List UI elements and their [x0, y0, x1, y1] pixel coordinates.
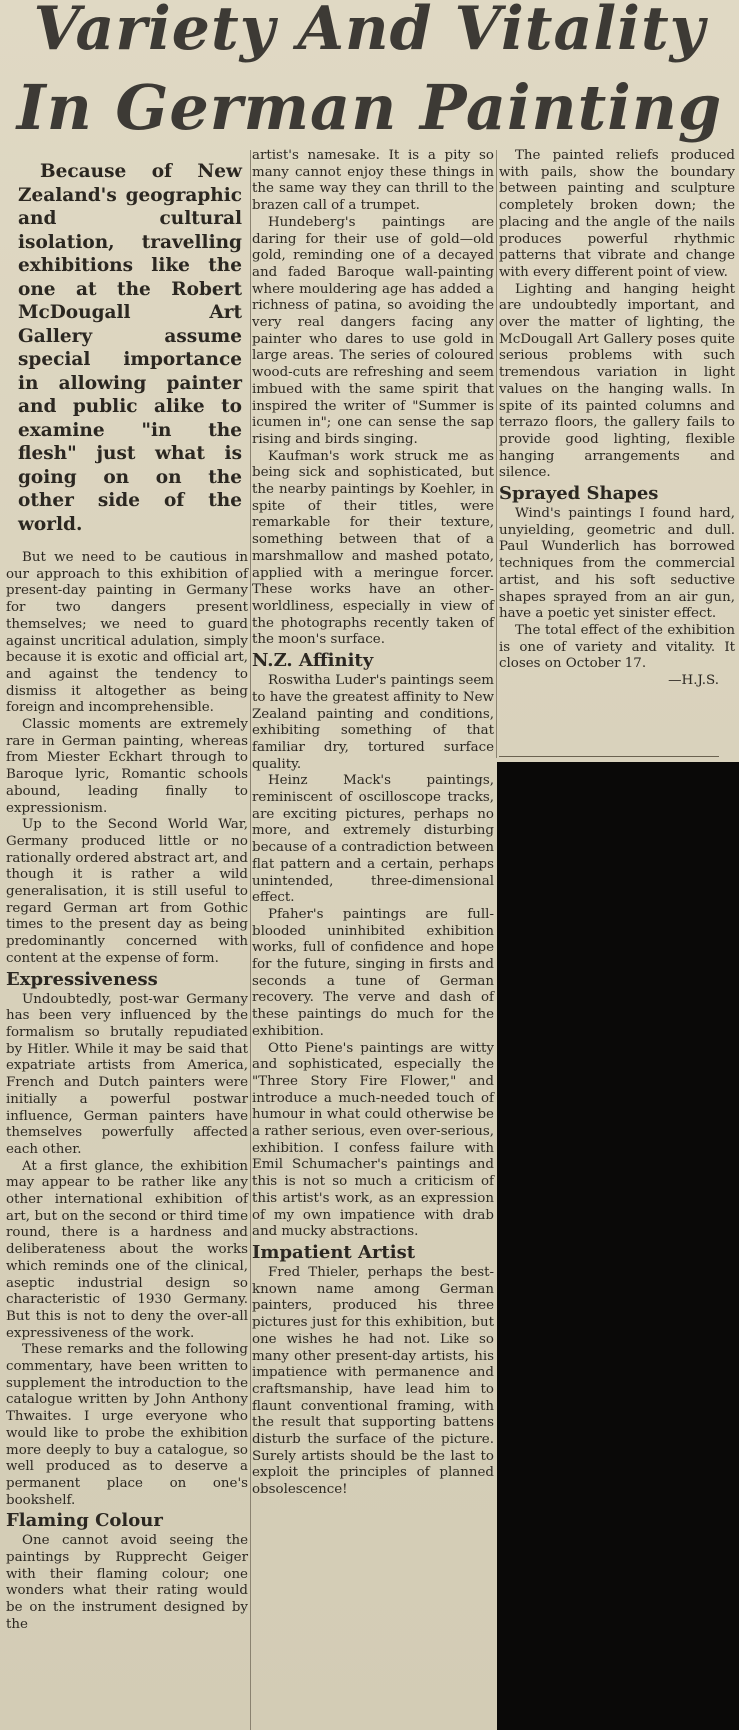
paragraph: One cannot avoid seeing the paintings by Rupprecht Geiger with their flaming colour; one wonders what their rating would be on the instrument designed by the — [6, 1533, 248, 1632]
divider — [499, 756, 719, 757]
paragraph: Hundeberg's paintings are daring for their use of gold—old gold, reminding one of a decayed and faded Baroque wall-painting where mouldering age has added a richness of patina, so avoiding the very real dangers facing any painter who dares to use gold in large areas. The series of coloured wood-cuts are refreshing and seem imbued with the same spirit that inspired the writer of "Summer is icumen in"; one can sense the sap rising and birds singing. — [252, 214, 494, 447]
headline-line-1: Variety And Vitality — [33, 0, 706, 64]
paragraph: Classic moments are extremely rare in German painting, whereas from Miester Eckhart through to Baroque lyric, Romantic schools abound, leading finally to expressionism. — [6, 717, 248, 816]
subheading: Flaming Colour — [6, 1510, 163, 1532]
paragraph: Roswitha Luder's paintings seem to have the greatest affinity to New Zealand painting and conditions, exhibiting something of that familiar dry, tortured surface quality. — [252, 673, 494, 772]
subheading: N.Z. Affinity — [252, 650, 374, 672]
column-1 — [6, 160, 248, 1634]
subheading: Expressiveness — [6, 968, 158, 990]
paragraph: But we need to be cautious in our approach to this exhibition of present-day painting in Germany for two dangers present themselves; we need to guard against uncritical adulation, simply because it is exotic and official art, and against the tendency to dismiss it altogether as being foreign and incomprehensible. — [6, 550, 248, 716]
column-divider — [250, 150, 251, 1730]
paragraph: Lighting and hanging height are undoubtedly important, and over the matter of lighting, the McDougall Art Gallery poses quite serious problems with such tremendous variation in light values on the hanging walls. In spite of its painted columns and terrazo floors, the gallery fails to provide good lighting, flexible hanging arrangements and silence. — [499, 281, 735, 481]
paragraph: Up to the Second World War, Germany produced little or no rationally ordered abstract art, and though it is rather a wild generalisation, it is still useful to regard German art from Gothic times to the present day as being predominantly concerned with content at the expense of form. — [6, 817, 248, 966]
paragraph: These remarks and the following commentary, have been written to supplement the introduction to the catalogue written by John Anthony Thwaites. I urge everyone who would like to probe the exhibition more deeply to buy a catalogue, so well produced as to deserve a permanent place on one's bookshelf. — [6, 1342, 248, 1508]
paragraph: The painted reliefs produced with pails, show the boundary between painting and sculpture completely broken down; the placing and the angle of the nails produces powerful rhythmic patterns that vibrate and change with every different point of view. — [499, 148, 735, 280]
paragraph: At a first glance, the exhibition may appear to be rather like any other international exhibition of art, but on the second or third time round, there is a hardness and deliberateness about the works which reminds one of the clinical, aseptic industrial design so characteristic of 1930 Germany. But this is not to deny the over-all expressiveness of the work. — [6, 1158, 248, 1341]
headline — [0, 0, 739, 150]
headline-line-2: In German Painting — [16, 71, 723, 144]
subheading: Sprayed Shapes — [499, 483, 659, 505]
paragraph: Wind's paintings I found hard, unyielding, geometric and dull. Paul Wunderlich has borrowed techniques from the commercial artist, and his soft seductive shapes sprayed from an air gun, have a poetic yet sinister effect. — [499, 506, 735, 622]
paragraph: Fred Thieler, perhaps the best-known name among German painters, produced his three pictures just for this exhibition, but one wishes he had not. Like so many other present-day artists, his impatience with permanence and craftsmanship, have lead him to flaunt conventional framing, with the result that supporting battens disturb the surface of the picture. Surely artists should be the last to exploit the principles of planned obsolescence! — [252, 1265, 494, 1498]
paragraph: Heinz Mack's paintings, reminiscent of oscilloscope tracks, are exciting pictures, perhaps no more, and extremely disturbing because of a contradiction between flat pattern and a certain, perhaps unintended, three-dimensional effect. — [252, 773, 494, 906]
paragraph: Pfaher's paintings are full-blooded uninhibited exhibition works, full of confidence and hope for the future, singing in firsts and seconds a tune of German recovery. The verve and dash of these paintings do much for the exhibition. — [252, 906, 494, 1039]
lede-text: Because of New Zealand's geographic and cultural isolation, travelling exhibitions like the one at the Robert McDougall Art Gallery assume special importance in allowing painter and public alike to examine "in the flesh" just what is going on on the other side of the world. — [18, 161, 242, 535]
paragraph: artist's namesake. It is a pity so many cannot enjoy these things in the same way they can thrill to the brazen call of a trumpet. — [252, 148, 494, 214]
paragraph: The total effect of the exhibition is one of variety and vitality. It closes on October 17. — [499, 622, 735, 672]
column-divider — [496, 150, 497, 758]
paragraph: Otto Piene's paintings are witty and sophisticated, especially the "Three Story Fire Flower," and introduce a much-needed touch of humour in what could otherwise be a rather serious, even over-serious, exhibition. I confess failure with Emil Schumacher's paintings and this is not so much a criticism of this artist's work, as an expression of my own impatience with drab and mucky abstractions. — [252, 1040, 494, 1240]
paragraph: Undoubtedly, post-war Germany has been very influenced by the formalism so brutally repudiated by Hitler. While it may be said that expatriate artists from America, French and Dutch painters were initially a powerful postwar influence, German painters have themselves powerfully affected each other. — [6, 991, 248, 1157]
column-3 — [499, 148, 735, 690]
column-2 — [252, 148, 494, 1499]
subheading: Impatient Artist — [252, 1242, 416, 1263]
lede-paragraph — [6, 160, 248, 536]
signature: —H.J.S. — [668, 673, 719, 689]
scan-background-block — [497, 762, 739, 1730]
paragraph: Kaufman's work struck me as being sick and sophisticated, but the nearby paintings by Koehler, in spite of their titles, were remarkable for their texture, something between that of a marshmallow and mashed potato, applied with a meringue forcer. These works have an other-worldliness, especially in view of the photographs recently taken of the moon's surface. — [252, 448, 494, 648]
